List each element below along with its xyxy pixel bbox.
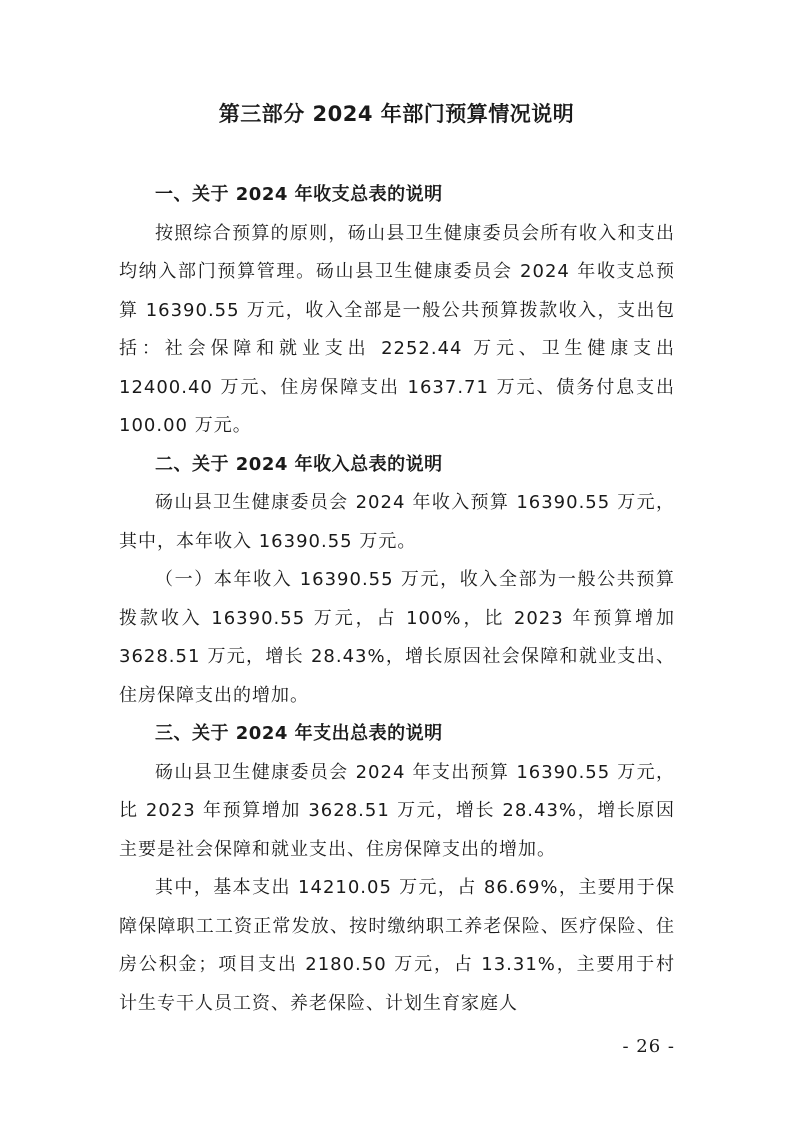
paragraph: （一）本年收入 16390.55 万元，收入全部为一般公共预算拨款收入 16390.55 万元，占 100%，比 2023 年预算增加 3628.51 万元，增长 28.43%，增长原因社会保障和就业支出、住房保障支出的增加。 bbox=[119, 569, 675, 706]
paragraph: 砀山县卫生健康委员会 2024 年支出预算 16390.55 万元，比 2023 年预算增加 3628.51 万元，增长 28.43%，增长原因主要是社会保障和就业支出、住房保障支出的增加。 bbox=[119, 761, 675, 860]
section-heading-expenditure-summary: 三、关于 2024 年支出总表的说明 bbox=[155, 723, 443, 744]
section-heading-income-expenditure-summary: 一、关于 2024 年收支总表的说明 bbox=[155, 184, 443, 205]
document-body bbox=[119, 176, 675, 1023]
page-title: 第三部分 2024 年部门预算情况说明 bbox=[218, 102, 575, 126]
page-number: - 26 - bbox=[622, 1036, 675, 1057]
section-heading-income-summary: 二、关于 2024 年收入总表的说明 bbox=[155, 453, 443, 475]
paragraph: 其中，基本支出 14210.05 万元，占 86.69%，主要用于保障保障职工工资正常发放、按时缴纳职工养老保险、医疗保险、住房公积金；项目支出 2180.50 万元，占 13.31%，主要用于村计生专干人员工资、养老保险、计划生育家庭人 bbox=[119, 877, 675, 1014]
paragraph: 按照综合预算的原则，砀山县卫生健康委员会所有收入和支出均纳入部门预算管理。砀山县卫生健康委员会 2024 年收支总预算 16390.55 万元，收入全部是一般公共预算拨款收入，支出包括：社会保障和就业支出 2252.44 万元、卫生健康支出 12400.40 万元、住房保障支出 1637.71 万元、债务付息支出 100.00 万元。 bbox=[119, 222, 675, 436]
paragraph: 砀山县卫生健康委员会 2024 年收入预算 16390.55 万元，其中，本年收入 16390.55 万元。 bbox=[119, 492, 675, 552]
